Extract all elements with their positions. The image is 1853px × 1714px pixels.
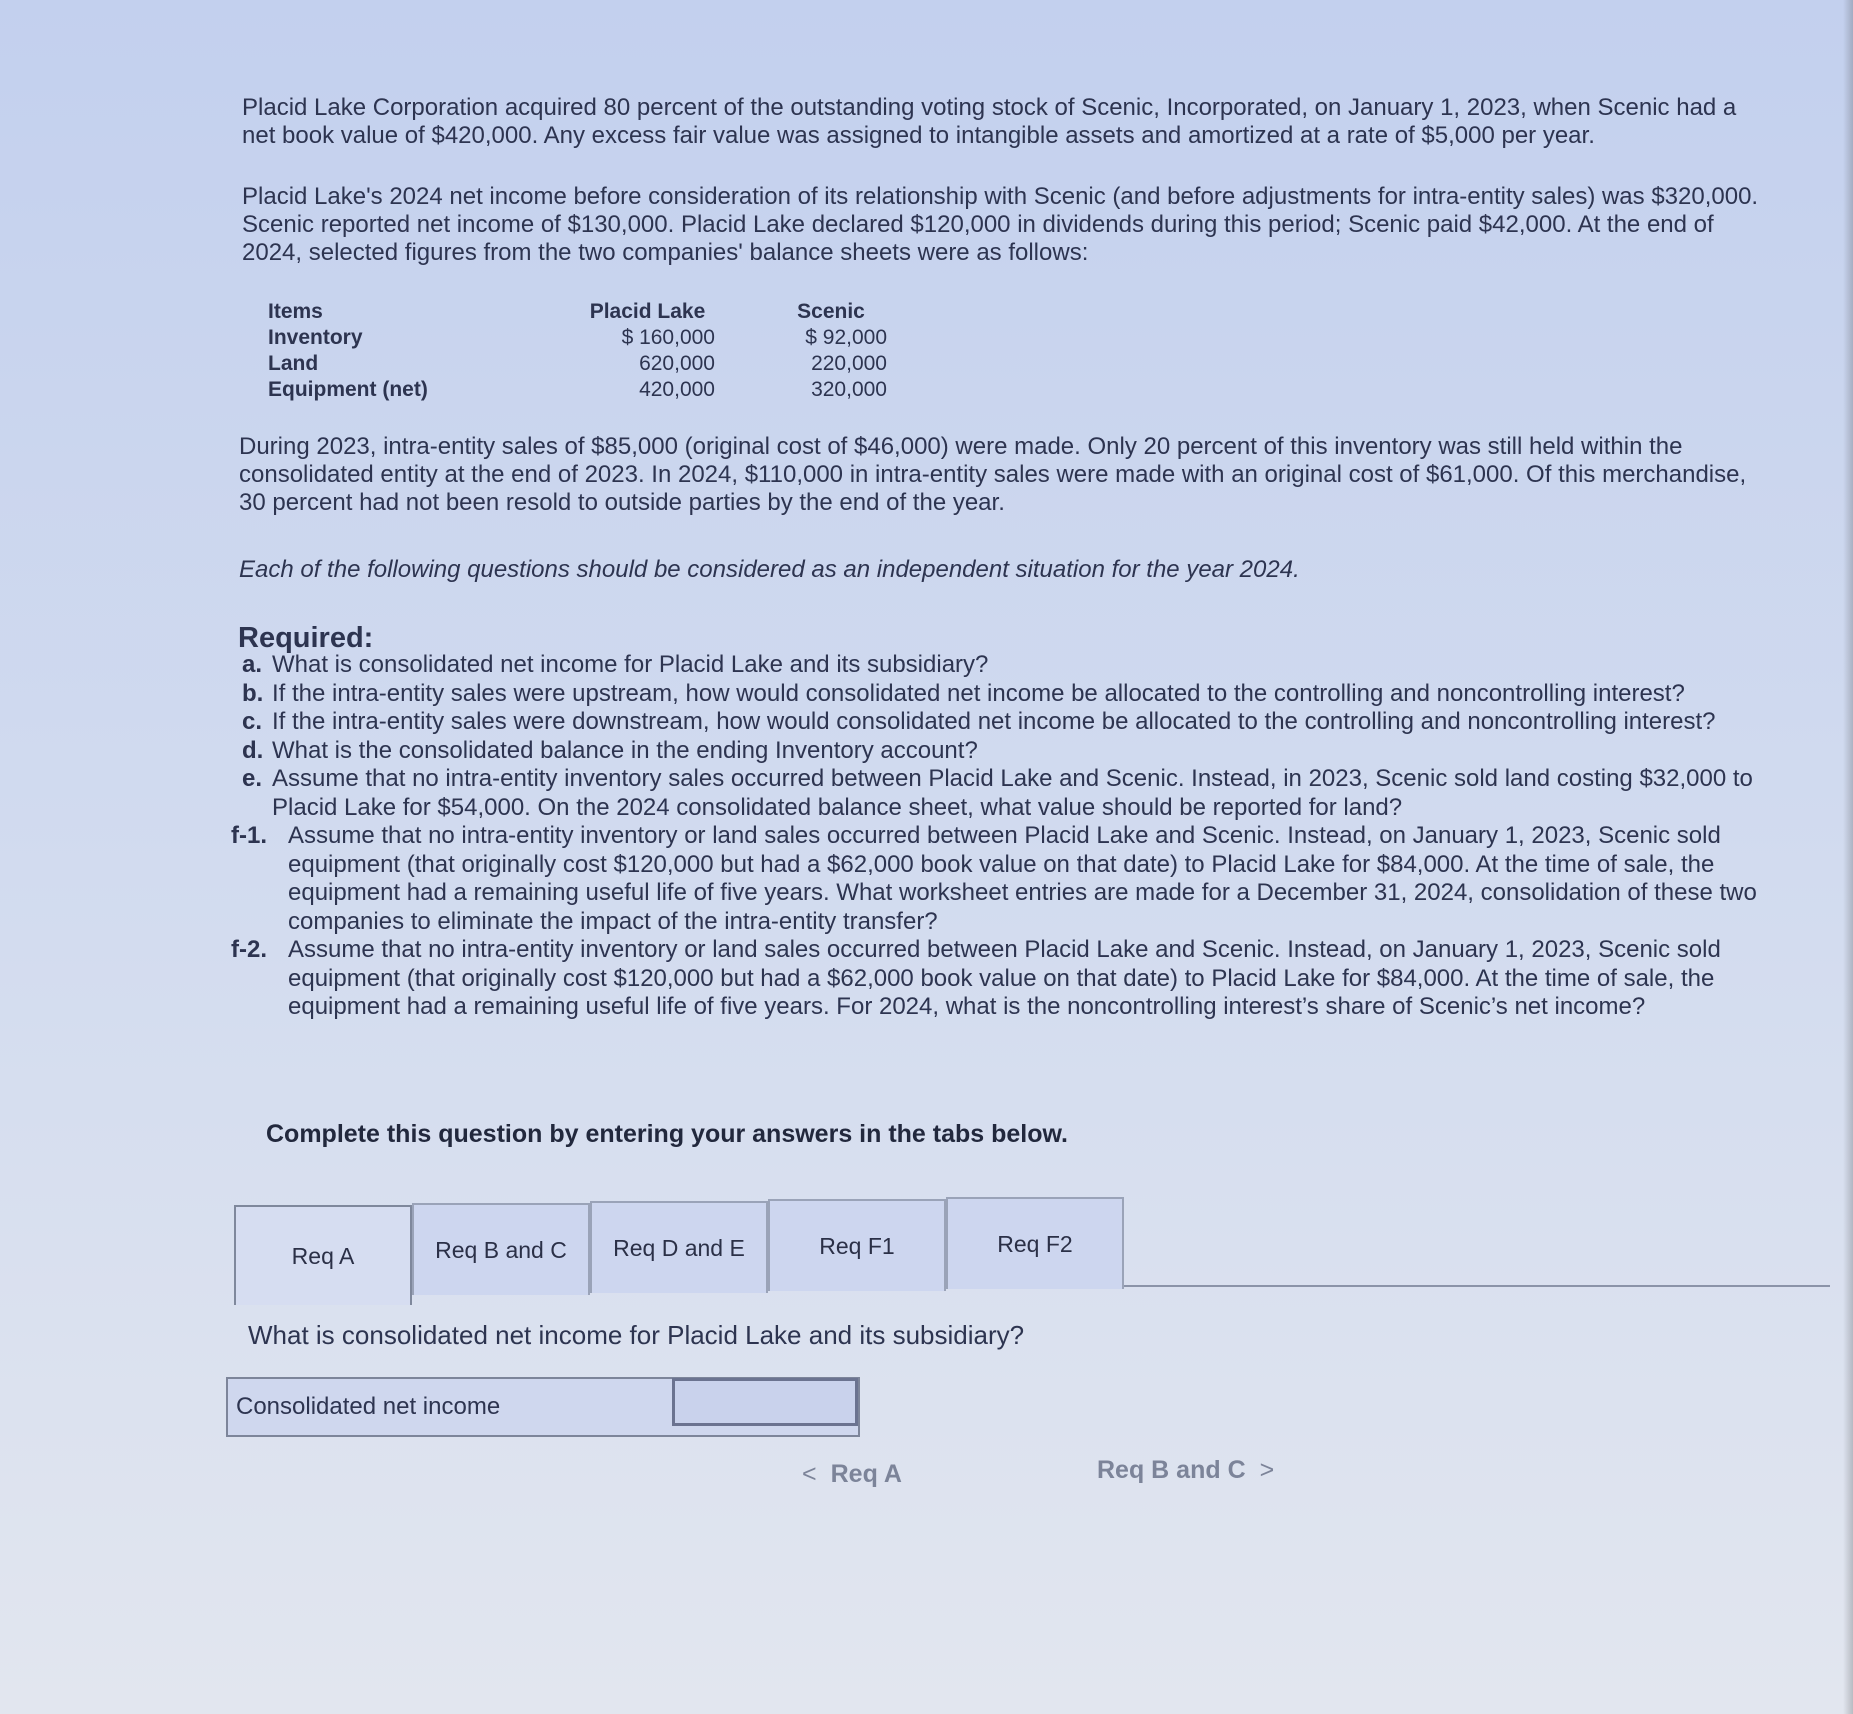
intro-paragraph-3: During 2023, intra-entity sales of $85,000 (original cost of $46,000) were made. Only 20 percent of this inventory was still held within the consolidated entity at the end of 2023. In 2024, $110,000 in intra-entity sales were made with an original cost of $61,000. Of this merchandise, 30 percent had not been resold to outside parties by the end of the year. — [239, 433, 1747, 516]
tab-req-a[interactable]: Req A — [234, 1205, 412, 1305]
tab-bar — [234, 1205, 1824, 1305]
tab-req-f2[interactable]: Req F2 — [946, 1197, 1124, 1289]
item-text: Assume that no intra-entity inventory or land sales occurred between Placid Lake and Scenic. Instead, on January 1, 2023, Scenic sold equipment (that originally cost $120,000 but had a $62,000 book value on that date) to Placid Lake for $84,000. At the time of sale, the equipment had a remaining useful life of five years. What worksheet entries are made for a December 31, 2024, consolidation of these two companies to eliminate the impact of the intra-entity transfer? — [288, 822, 1757, 935]
intro-paragraph-4: Each of the following questions should be considered as an independent situation for the year 2024. — [239, 556, 1300, 583]
item-label: f-1. — [231, 822, 267, 849]
page-edge-shadow — [1843, 0, 1853, 1714]
list-item — [236, 680, 1776, 709]
item-text: What is the consolidated balance in the ending Inventory account? — [272, 736, 978, 764]
intro-paragraph-1: Placid Lake Corporation acquired 80 percent of the outstanding voting stock of Scenic, Incorporated, on January 1, 2023, when Scenic had a net book value of $420,000. Any excess fair value was assigned to intangible assets and amortized at a rate of $5,000 per year. — [242, 94, 1737, 149]
item-label: b. — [242, 679, 264, 707]
intro-paragraph-2: Placid Lake's 2024 net income before consideration of its relationship with Scenic (and before adjustments for intra-entity sales) was $320,000. Scenic reported net income of $130,000. Placid Lake declared $120,000 in dividends during this period; Scenic paid $42,000. At the end of 2024, selected figures from the two companies' balance sheets were as follows: — [242, 183, 1759, 266]
table-cell: 220,000 — [811, 352, 887, 375]
table-cell: 320,000 — [811, 378, 887, 401]
chevron-left-icon: < — [802, 1460, 817, 1488]
prev-label: Req A — [830, 1460, 902, 1488]
prev-button[interactable] — [788, 1460, 902, 1489]
table-header-scenic: Scenic — [797, 300, 865, 323]
consolidated-net-income-input[interactable] — [672, 1378, 858, 1426]
list-item — [231, 822, 1776, 936]
table-cell: 620,000 — [639, 352, 715, 375]
answer-label: Consolidated net income — [236, 1393, 501, 1420]
item-text: If the intra-entity sales were upstream, how would consolidated net income be allocated to the controlling and noncontrolling interest? — [272, 679, 1685, 707]
table-header-placid: Placid Lake — [589, 300, 706, 323]
table-cell: $ 92,000 — [805, 326, 887, 349]
list-item — [236, 651, 1776, 680]
list-item — [231, 936, 1776, 1022]
answer-row — [226, 1377, 860, 1437]
instructions-text: Complete this question by entering your answers in the tabs below. — [266, 1120, 1068, 1148]
list-item — [236, 708, 1776, 737]
table-row-label: Land — [268, 352, 319, 375]
item-text: Assume that no intra-entity inventory or land sales occurred between Placid Lake and Scenic. Instead, on January 1, 2023, Scenic sold equipment (that originally cost $120,000 but had a $62,000 book value on that date) to Placid Lake for $84,000. At the time of sale, the equipment had a remaining useful life of five years. For 2024, what is the noncontrolling interest’s share of Scenic’s net income? — [288, 936, 1721, 1020]
table-cell: $ 160,000 — [621, 326, 715, 349]
table-cell: 420,000 — [639, 378, 715, 401]
tab-req-b-and-c[interactable]: Req B and C — [412, 1203, 590, 1295]
item-label: e. — [242, 765, 263, 792]
table-row-label: Inventory — [268, 326, 363, 349]
list-item — [236, 737, 1776, 766]
next-button[interactable] — [1097, 1456, 1288, 1485]
required-heading: Required: — [238, 622, 374, 654]
chevron-right-icon: > — [1259, 1456, 1275, 1484]
item-text: If the intra-entity sales were downstream, how would consolidated net income be allocated to the controlling and noncontrolling interest? — [272, 708, 1716, 735]
question-text: What is consolidated net income for Placid Lake and its subsidiary? — [248, 1320, 1025, 1350]
item-label: f-2. — [231, 936, 267, 963]
item-label: d. — [242, 736, 264, 764]
required-list — [231, 651, 1776, 1022]
item-label: a. — [242, 651, 263, 678]
list-item — [236, 765, 1776, 822]
table-placid-column — [580, 299, 715, 403]
item-text: What is consolidated net income for Placid Lake and its subsidiary? — [272, 651, 989, 678]
table-items-column — [268, 299, 428, 403]
tab-req-d-and-e[interactable]: Req D and E — [590, 1201, 768, 1293]
tab-req-f1[interactable]: Req F1 — [768, 1199, 946, 1291]
table-header-items: Items — [268, 300, 323, 323]
table-row-label: Equipment (net) — [268, 378, 428, 401]
table-scenic-column — [775, 299, 887, 403]
next-label: Req B and C — [1097, 1456, 1246, 1484]
item-label: c. — [242, 708, 263, 735]
item-text: Assume that no intra-entity inventory sales occurred between Placid Lake and Scenic. Instead, in 2023, Scenic sold land costing $32,000 to Placid Lake for $54,000. On the 2024 consolidated balance sheet, what value should be reported for land? — [272, 765, 1753, 821]
